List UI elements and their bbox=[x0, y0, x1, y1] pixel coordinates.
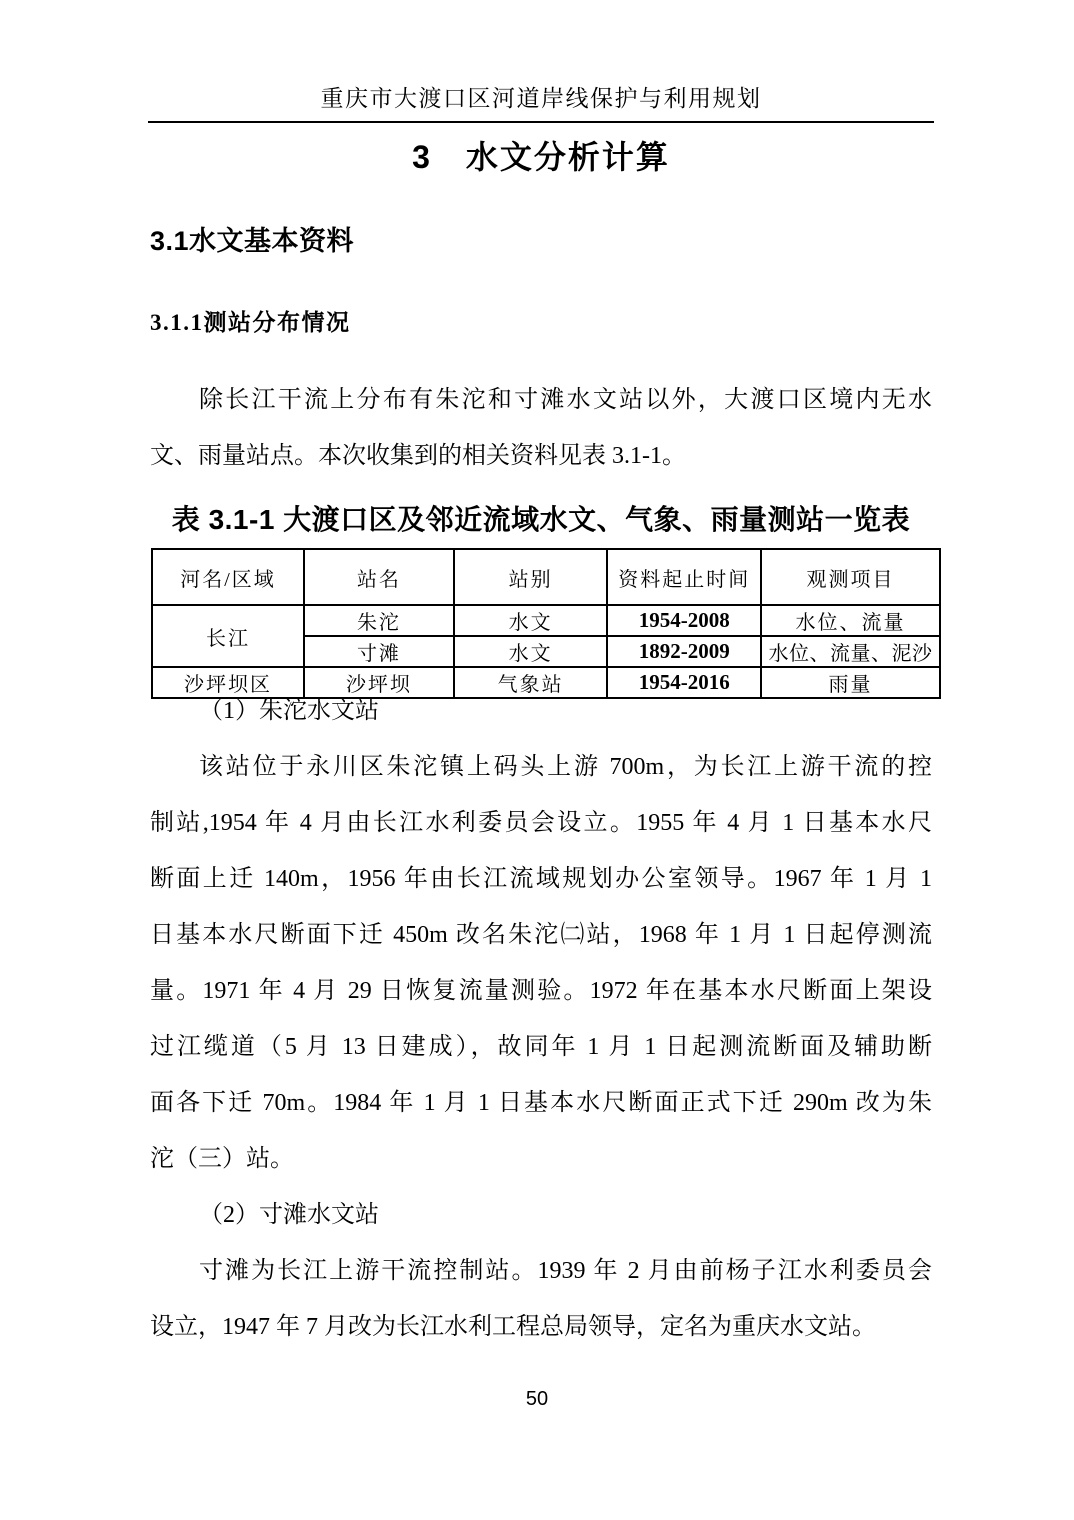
column-header-type: 站别 bbox=[454, 549, 608, 605]
running-header: 重庆市大渡口区河道岸线保护与利用规划 bbox=[320, 86, 762, 111]
body-line: 沱（三）站。 bbox=[150, 1146, 294, 1172]
cell-station-type: 水文 bbox=[454, 636, 608, 667]
table-caption: 表 3.1-1 大渡口区及邻近流域水文、气象、雨量测站一览表 bbox=[171, 504, 911, 535]
item-heading-zhutuo: （1）朱沱水文站 bbox=[199, 698, 379, 724]
cell-river-name: 长江 bbox=[152, 605, 304, 667]
cell-station-type: 气象站 bbox=[454, 667, 608, 698]
body-line: 制站,1954 年 4 月由长江水利委员会设立。1955 年 4 月 1 日基本水尺 bbox=[150, 810, 932, 836]
cell-observed-items: 水位、流量 bbox=[761, 605, 940, 636]
page-number: 50 bbox=[525, 1388, 549, 1410]
table-header-row bbox=[152, 549, 940, 605]
table-row bbox=[152, 605, 940, 636]
chapter-title: 3 水文分析计算 bbox=[412, 139, 670, 175]
column-header-items: 观测项目 bbox=[761, 549, 940, 605]
intro-line: 文、雨量站点。本次收集到的相关资料见表 3.1-1。 bbox=[150, 443, 686, 469]
cell-station-name: 沙坪坝 bbox=[304, 667, 454, 698]
subsection-heading-3-1-1: 3.1.1测站分布情况 bbox=[150, 310, 351, 335]
item-heading-cuntan: （2）寸滩水文站 bbox=[199, 1202, 379, 1228]
body-line: 过江缆道（5 月 13 日建成），故同年 1 月 1 日起测流断面及辅助断 bbox=[150, 1034, 932, 1060]
cell-observed-items: 雨量 bbox=[761, 667, 940, 698]
body-line: 量。1971 年 4 月 29 日恢复流量测验。1972 年在基本水尺断面上架设 bbox=[150, 978, 932, 1004]
cell-data-period: 1892-2009 bbox=[607, 636, 761, 667]
column-header-station: 站名 bbox=[304, 549, 454, 605]
header-divider bbox=[148, 121, 934, 123]
body-line: 寸滩为长江上游干流控制站。1939 年 2 月由前杨子江水利委员会 bbox=[199, 1258, 932, 1284]
column-header-period: 资料起止时间 bbox=[607, 549, 761, 605]
body-line: 断面上迁 140m，1956 年由长江流域规划办公室领导。1967 年 1 月 1 bbox=[150, 866, 932, 892]
section-heading-3-1: 3.1水文基本资料 bbox=[150, 226, 355, 256]
cell-observed-items: 水位、流量、泥沙 bbox=[761, 636, 940, 667]
body-line: 该站位于永川区朱沱镇上码头上游 700m，为长江上游干流的控 bbox=[199, 754, 932, 780]
stations-table bbox=[151, 548, 941, 699]
cell-station-name: 朱沱 bbox=[304, 605, 454, 636]
body-line: 设立，1947 年 7 月改为长江水利工程总局领导，定名为重庆水文站。 bbox=[150, 1314, 876, 1340]
cell-station-name: 寸滩 bbox=[304, 636, 454, 667]
body-line: 面各下迁 70m。1984 年 1 月 1 日基本水尺断面正式下迁 290m 改为朱 bbox=[150, 1090, 932, 1116]
cell-data-period: 1954-2008 bbox=[607, 605, 761, 636]
cell-data-period: 1954-2016 bbox=[607, 667, 761, 698]
body-text bbox=[150, 683, 932, 1355]
cell-station-type: 水文 bbox=[454, 605, 608, 636]
intro-paragraph bbox=[150, 372, 932, 484]
body-line: 日基本水尺断面下迁 450m 改名朱沱㈡站，1968 年 1 月 1 日起停测流 bbox=[150, 922, 932, 948]
column-header-river: 河名/区域 bbox=[152, 549, 304, 605]
intro-line: 除长江干流上分布有朱沱和寸滩水文站以外，大渡口区境内无水 bbox=[199, 387, 932, 413]
cell-river-name: 沙坪坝区 bbox=[152, 667, 304, 698]
